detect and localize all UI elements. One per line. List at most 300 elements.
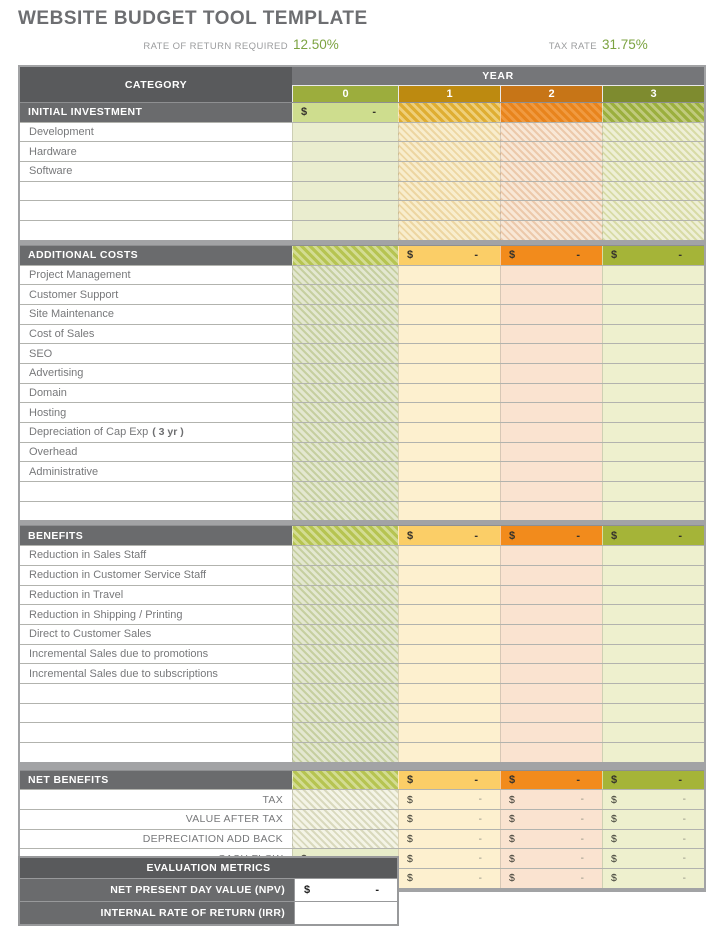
empty-amount: - — [474, 249, 478, 262]
value-cell[interactable] — [398, 546, 500, 565]
category-header: CATEGORY — [20, 67, 292, 102]
table-row — [20, 442, 704, 462]
table-row — [20, 324, 704, 344]
amount-cell[interactable] — [500, 771, 602, 790]
empty-amount: - — [580, 794, 584, 806]
row-label-text: Reduction in Travel — [29, 588, 124, 601]
value-cell[interactable] — [500, 344, 602, 363]
hatched-cell — [398, 123, 500, 142]
value-cell[interactable] — [398, 743, 500, 762]
rate-of-return-value[interactable]: 12.50% — [293, 37, 339, 52]
value-cell[interactable] — [602, 743, 704, 762]
value-cell[interactable] — [500, 285, 602, 304]
hatched-cell — [292, 305, 398, 324]
hatched-cell — [602, 142, 704, 161]
hatched-cell — [500, 201, 602, 220]
row-label-text: Development — [29, 126, 94, 139]
value-cell[interactable] — [292, 221, 398, 240]
budget-table — [18, 65, 706, 892]
hatched-cell — [292, 423, 398, 442]
row-label-text: Hardware — [29, 145, 77, 158]
row-label-cell[interactable] — [20, 142, 292, 161]
value-cell[interactable] — [500, 625, 602, 644]
value-cell[interactable] — [292, 162, 398, 181]
value-cell[interactable] — [500, 266, 602, 285]
table-row — [20, 663, 704, 683]
currency-symbol: $ — [407, 833, 413, 846]
value-cell[interactable] — [500, 704, 602, 723]
row-label-cell[interactable] — [20, 344, 292, 363]
value-cell[interactable] — [500, 502, 602, 521]
value-cell[interactable] — [500, 684, 602, 703]
hatched-cell — [602, 123, 704, 142]
section-header-benefits — [20, 525, 704, 545]
row-label-text: Incremental Sales due to subscriptions — [29, 667, 218, 680]
value-cell[interactable] — [398, 723, 500, 742]
currency-symbol: $ — [611, 529, 618, 542]
hatched-cell — [398, 221, 500, 240]
value-cell[interactable] — [602, 443, 704, 462]
irr-label: INTERNAL RATE OF RETURN (IRR) — [20, 902, 294, 924]
hatched-cell — [602, 201, 704, 220]
currency-symbol: $ — [509, 872, 515, 885]
currency-symbol: $ — [509, 793, 515, 806]
currency-symbol: $ — [407, 852, 413, 865]
value-cell[interactable] — [398, 443, 500, 462]
value-cell[interactable] — [500, 566, 602, 585]
empty-amount: - — [478, 833, 482, 845]
table-row — [20, 703, 704, 723]
hatched-cell — [602, 103, 704, 122]
table-row — [20, 624, 704, 644]
value-cell[interactable] — [602, 305, 704, 324]
evaluation-metrics-header: EVALUATION METRICS — [20, 858, 397, 878]
row-label-cell[interactable] — [20, 123, 292, 142]
row-label-cell[interactable] — [20, 810, 292, 829]
hatched-cell — [292, 645, 398, 664]
year-col-header-2: 2 — [500, 85, 602, 103]
table-row — [20, 481, 704, 501]
hatched-cell — [292, 625, 398, 644]
hatched-cell — [398, 182, 500, 201]
row-label-text: Direct to Customer Sales — [29, 628, 152, 641]
hatched-cell — [292, 566, 398, 585]
row-label-text: Reduction in Customer Service Staff — [29, 569, 207, 582]
amount-cell[interactable] — [602, 869, 704, 888]
value-cell[interactable] — [500, 423, 602, 442]
empty-amount: - — [474, 529, 478, 542]
row-label-text: Overhead — [29, 446, 78, 459]
hatched-cell — [500, 142, 602, 161]
currency-symbol: $ — [301, 106, 308, 119]
row-label-cell[interactable] — [20, 625, 292, 644]
value-cell[interactable] — [500, 586, 602, 605]
empty-amount: - — [474, 774, 478, 787]
table-row — [20, 683, 704, 703]
value-cell[interactable] — [602, 704, 704, 723]
value-cell[interactable] — [602, 566, 704, 585]
table-row — [20, 265, 704, 285]
amount-cell[interactable] — [398, 810, 500, 829]
value-cell[interactable] — [602, 546, 704, 565]
tax-rate-value[interactable]: 31.75% — [602, 37, 648, 52]
hatched-cell — [292, 403, 398, 422]
row-label-cell[interactable] — [20, 443, 292, 462]
value-cell[interactable] — [398, 325, 500, 344]
value-cell[interactable] — [602, 586, 704, 605]
year-col-header-3: 3 — [602, 85, 704, 103]
value-cell[interactable] — [602, 723, 704, 742]
amount-cell[interactable] — [398, 246, 500, 265]
row-label-text: Site Maintenance — [29, 308, 114, 321]
currency-symbol: $ — [611, 813, 617, 826]
hatched-cell — [292, 364, 398, 383]
empty-amount: - — [580, 853, 584, 865]
value-cell[interactable] — [602, 285, 704, 304]
row-label-cell[interactable] — [20, 221, 292, 240]
value-cell[interactable] — [292, 201, 398, 220]
currency-symbol: $ — [407, 249, 414, 262]
hatched-cell — [292, 546, 398, 565]
value-cell[interactable] — [398, 462, 500, 481]
hatched-cell — [398, 103, 500, 122]
row-label-cell[interactable] — [20, 285, 292, 304]
amount-cell[interactable] — [500, 849, 602, 868]
table-row — [20, 304, 704, 324]
year-col-header-0: 0 — [292, 85, 398, 103]
section-header-net-benefits — [20, 770, 704, 790]
empty-amount: - — [576, 529, 580, 542]
row-label-text: Reduction in Shipping / Printing — [29, 608, 183, 621]
table-row — [20, 122, 704, 142]
row-label-cell[interactable] — [20, 482, 292, 501]
value-cell[interactable] — [398, 266, 500, 285]
value-cell[interactable] — [602, 384, 704, 403]
currency-symbol: $ — [611, 872, 617, 885]
currency-symbol: $ — [407, 813, 413, 826]
row-label-cell[interactable] — [20, 723, 292, 742]
empty-amount: - — [372, 106, 376, 119]
amount-cell[interactable] — [602, 810, 704, 829]
hatched-cell — [292, 266, 398, 285]
value-cell[interactable] — [602, 266, 704, 285]
hatched-cell — [292, 664, 398, 683]
table-row — [20, 363, 704, 383]
row-label-cell[interactable] — [20, 201, 292, 220]
empty-amount: - — [478, 853, 482, 865]
table-row — [20, 722, 704, 742]
row-label-text: Customer Support — [29, 288, 119, 301]
row-label-text: Hosting — [29, 406, 67, 419]
hatched-cell — [292, 526, 398, 545]
currency-symbol: $ — [509, 529, 516, 542]
row-label-cell[interactable] — [20, 704, 292, 723]
empty-amount: - — [678, 529, 682, 542]
value-cell[interactable] — [602, 325, 704, 344]
row-label-text: DEPRECIATION ADD BACK — [142, 833, 283, 846]
section-header-label: ADDITIONAL COSTS — [28, 249, 139, 262]
row-label-cell[interactable] — [20, 266, 292, 285]
npv-row — [20, 878, 397, 901]
amount-cell[interactable] — [602, 246, 704, 265]
table-row — [20, 644, 704, 664]
row-label-text: VALUE AFTER TAX — [185, 813, 283, 826]
hatched-cell — [292, 384, 398, 403]
row-label-cell[interactable] — [20, 605, 292, 624]
table-row — [20, 461, 704, 481]
table-row — [20, 585, 704, 605]
amount-cell[interactable] — [398, 526, 500, 545]
row-label-cell[interactable] — [20, 586, 292, 605]
row-label-cell[interactable] — [20, 403, 292, 422]
amount-cell[interactable] — [602, 849, 704, 868]
hatched-cell — [292, 684, 398, 703]
empty-amount: - — [682, 813, 686, 825]
currency-symbol: $ — [509, 813, 515, 826]
page-title: WEBSITE BUDGET TOOL TEMPLATE — [18, 8, 368, 29]
table-row — [20, 220, 704, 240]
row-label-text: Cost of Sales — [29, 327, 95, 340]
row-label-cell[interactable] — [20, 162, 292, 181]
hatched-cell — [292, 830, 398, 849]
hatched-cell — [292, 325, 398, 344]
amount-cell[interactable] — [602, 526, 704, 545]
npv-currency: $ — [304, 884, 311, 896]
value-cell[interactable] — [292, 182, 398, 201]
row-label-cell[interactable] — [20, 830, 292, 849]
value-cell[interactable] — [500, 325, 602, 344]
value-cell[interactable] — [500, 482, 602, 501]
hatched-cell — [292, 246, 398, 265]
hatched-cell — [292, 443, 398, 462]
amount-cell[interactable] — [500, 810, 602, 829]
value-cell[interactable] — [500, 443, 602, 462]
row-label-cell[interactable] — [20, 462, 292, 481]
value-cell[interactable] — [398, 285, 500, 304]
value-cell[interactable] — [398, 384, 500, 403]
value-cell[interactable] — [398, 625, 500, 644]
amount-cell[interactable] — [398, 830, 500, 849]
parameters-bar — [0, 36, 722, 54]
hatched-cell — [602, 162, 704, 181]
amount-cell[interactable] — [500, 246, 602, 265]
value-cell[interactable] — [398, 566, 500, 585]
currency-symbol: $ — [509, 852, 515, 865]
amount-cell[interactable] — [500, 790, 602, 809]
npv-label: NET PRESENT DAY VALUE (NPV) — [20, 879, 294, 901]
table-row — [20, 284, 704, 304]
hatched-cell — [292, 723, 398, 742]
hatched-cell — [292, 344, 398, 363]
table-row — [20, 789, 704, 809]
value-cell[interactable] — [500, 305, 602, 324]
value-cell[interactable] — [602, 502, 704, 521]
section-header-label: NET BENEFITS — [28, 774, 109, 787]
value-cell[interactable] — [602, 684, 704, 703]
row-label-cell[interactable] — [20, 305, 292, 324]
row-label-cell[interactable] — [20, 325, 292, 344]
row-label-cell[interactable] — [20, 423, 292, 442]
row-label-text: Reduction in Sales Staff — [29, 549, 147, 562]
npv-value-cell[interactable] — [294, 879, 395, 901]
value-cell[interactable] — [500, 664, 602, 683]
rate-of-return-label: RATE OF RETURN REQUIRED — [143, 41, 288, 52]
row-label-cell[interactable] — [20, 502, 292, 521]
hatched-cell — [292, 771, 398, 790]
value-cell[interactable] — [602, 605, 704, 624]
table-row — [20, 742, 704, 762]
value-cell[interactable] — [500, 364, 602, 383]
table-row — [20, 402, 704, 422]
hatched-cell — [292, 285, 398, 304]
table-header — [20, 67, 704, 102]
hatched-cell — [602, 221, 704, 240]
row-label-cell[interactable] — [20, 684, 292, 703]
value-cell[interactable] — [398, 704, 500, 723]
value-cell[interactable] — [602, 403, 704, 422]
hatched-cell — [292, 482, 398, 501]
currency-symbol: $ — [407, 793, 413, 806]
amount-cell[interactable] — [602, 771, 704, 790]
currency-symbol: $ — [509, 249, 516, 262]
currency-symbol: $ — [611, 249, 618, 262]
value-cell[interactable] — [602, 645, 704, 664]
row-label-cell[interactable] — [20, 182, 292, 201]
hatched-cell — [500, 221, 602, 240]
table-row — [20, 141, 704, 161]
hatched-cell — [602, 182, 704, 201]
section-header-label: BENEFITS — [28, 529, 84, 542]
amount-cell[interactable] — [602, 790, 704, 809]
row-label-cell[interactable] — [20, 384, 292, 403]
hatched-cell — [292, 790, 398, 809]
empty-amount: - — [576, 774, 580, 787]
value-cell[interactable] — [398, 605, 500, 624]
section-gap — [20, 762, 704, 770]
row-label-cell[interactable] — [20, 364, 292, 383]
hatched-cell — [292, 743, 398, 762]
value-cell[interactable] — [398, 502, 500, 521]
empty-amount: - — [678, 774, 682, 787]
value-cell[interactable] — [398, 664, 500, 683]
value-cell[interactable] — [398, 684, 500, 703]
value-cell[interactable] — [602, 364, 704, 383]
currency-symbol: $ — [509, 833, 515, 846]
currency-symbol: $ — [407, 774, 414, 787]
hatched-cell — [292, 586, 398, 605]
empty-amount: - — [478, 813, 482, 825]
irr-row — [20, 901, 397, 924]
table-row — [20, 545, 704, 565]
value-cell[interactable] — [292, 142, 398, 161]
empty-amount: - — [678, 249, 682, 262]
amount-cell[interactable] — [398, 771, 500, 790]
amount-cell[interactable] — [500, 869, 602, 888]
amount-cell[interactable] — [398, 869, 500, 888]
value-cell[interactable] — [398, 482, 500, 501]
empty-amount: - — [682, 833, 686, 845]
table-row — [20, 161, 704, 181]
value-cell[interactable] — [398, 645, 500, 664]
currency-symbol: $ — [611, 852, 617, 865]
value-cell[interactable] — [602, 625, 704, 644]
row-label-cell[interactable] — [20, 566, 292, 585]
value-cell[interactable] — [500, 403, 602, 422]
row-label-cell[interactable] — [20, 645, 292, 664]
value-cell[interactable] — [602, 462, 704, 481]
table-row — [20, 565, 704, 585]
value-cell[interactable] — [602, 423, 704, 442]
row-label-cell[interactable] — [20, 664, 292, 683]
hatched-cell — [398, 201, 500, 220]
value-cell[interactable] — [500, 546, 602, 565]
hatched-cell — [292, 502, 398, 521]
value-cell[interactable] — [500, 723, 602, 742]
amount-cell[interactable] — [602, 830, 704, 849]
empty-amount: - — [478, 794, 482, 806]
value-cell[interactable] — [602, 664, 704, 683]
amount-cell[interactable] — [292, 103, 398, 122]
value-cell[interactable] — [398, 344, 500, 363]
value-cell[interactable] — [398, 364, 500, 383]
empty-amount: - — [682, 872, 686, 884]
value-cell[interactable] — [500, 645, 602, 664]
value-cell[interactable] — [398, 423, 500, 442]
amount-cell[interactable] — [500, 526, 602, 545]
value-cell[interactable] — [602, 344, 704, 363]
value-cell[interactable] — [602, 482, 704, 501]
hatched-cell — [292, 704, 398, 723]
value-cell[interactable] — [398, 586, 500, 605]
irr-value-cell[interactable] — [294, 902, 395, 924]
row-label-text: Project Management — [29, 268, 131, 281]
value-cell[interactable] — [398, 305, 500, 324]
row-label-text: Domain — [29, 386, 67, 399]
value-cell[interactable] — [500, 743, 602, 762]
row-label-text: Incremental Sales due to promotions — [29, 647, 209, 660]
year-header: YEAR — [292, 67, 704, 85]
currency-symbol: $ — [407, 872, 413, 885]
row-label-text: Advertising — [29, 367, 84, 380]
value-cell[interactable] — [292, 123, 398, 142]
table-row — [20, 501, 704, 521]
row-label-text: Software — [29, 165, 73, 178]
row-label-cell[interactable] — [20, 790, 292, 809]
value-cell[interactable] — [500, 605, 602, 624]
table-row — [20, 422, 704, 442]
hatched-cell — [292, 605, 398, 624]
row-label-text: SEO — [29, 347, 53, 360]
empty-amount: - — [478, 872, 482, 884]
amount-cell[interactable] — [398, 849, 500, 868]
amount-cell[interactable] — [398, 790, 500, 809]
value-cell[interactable] — [398, 403, 500, 422]
hatched-cell — [500, 123, 602, 142]
currency-symbol: $ — [407, 529, 414, 542]
hatched-cell — [398, 162, 500, 181]
row-label-cell[interactable] — [20, 546, 292, 565]
value-cell[interactable] — [500, 462, 602, 481]
value-cell[interactable] — [500, 384, 602, 403]
hatched-cell — [292, 810, 398, 829]
empty-amount: - — [580, 872, 584, 884]
empty-amount: - — [576, 249, 580, 262]
hatched-cell — [500, 182, 602, 201]
evaluation-metrics-block — [18, 856, 399, 926]
amount-cell[interactable] — [500, 830, 602, 849]
row-label-cell[interactable] — [20, 743, 292, 762]
currency-symbol: $ — [611, 833, 617, 846]
